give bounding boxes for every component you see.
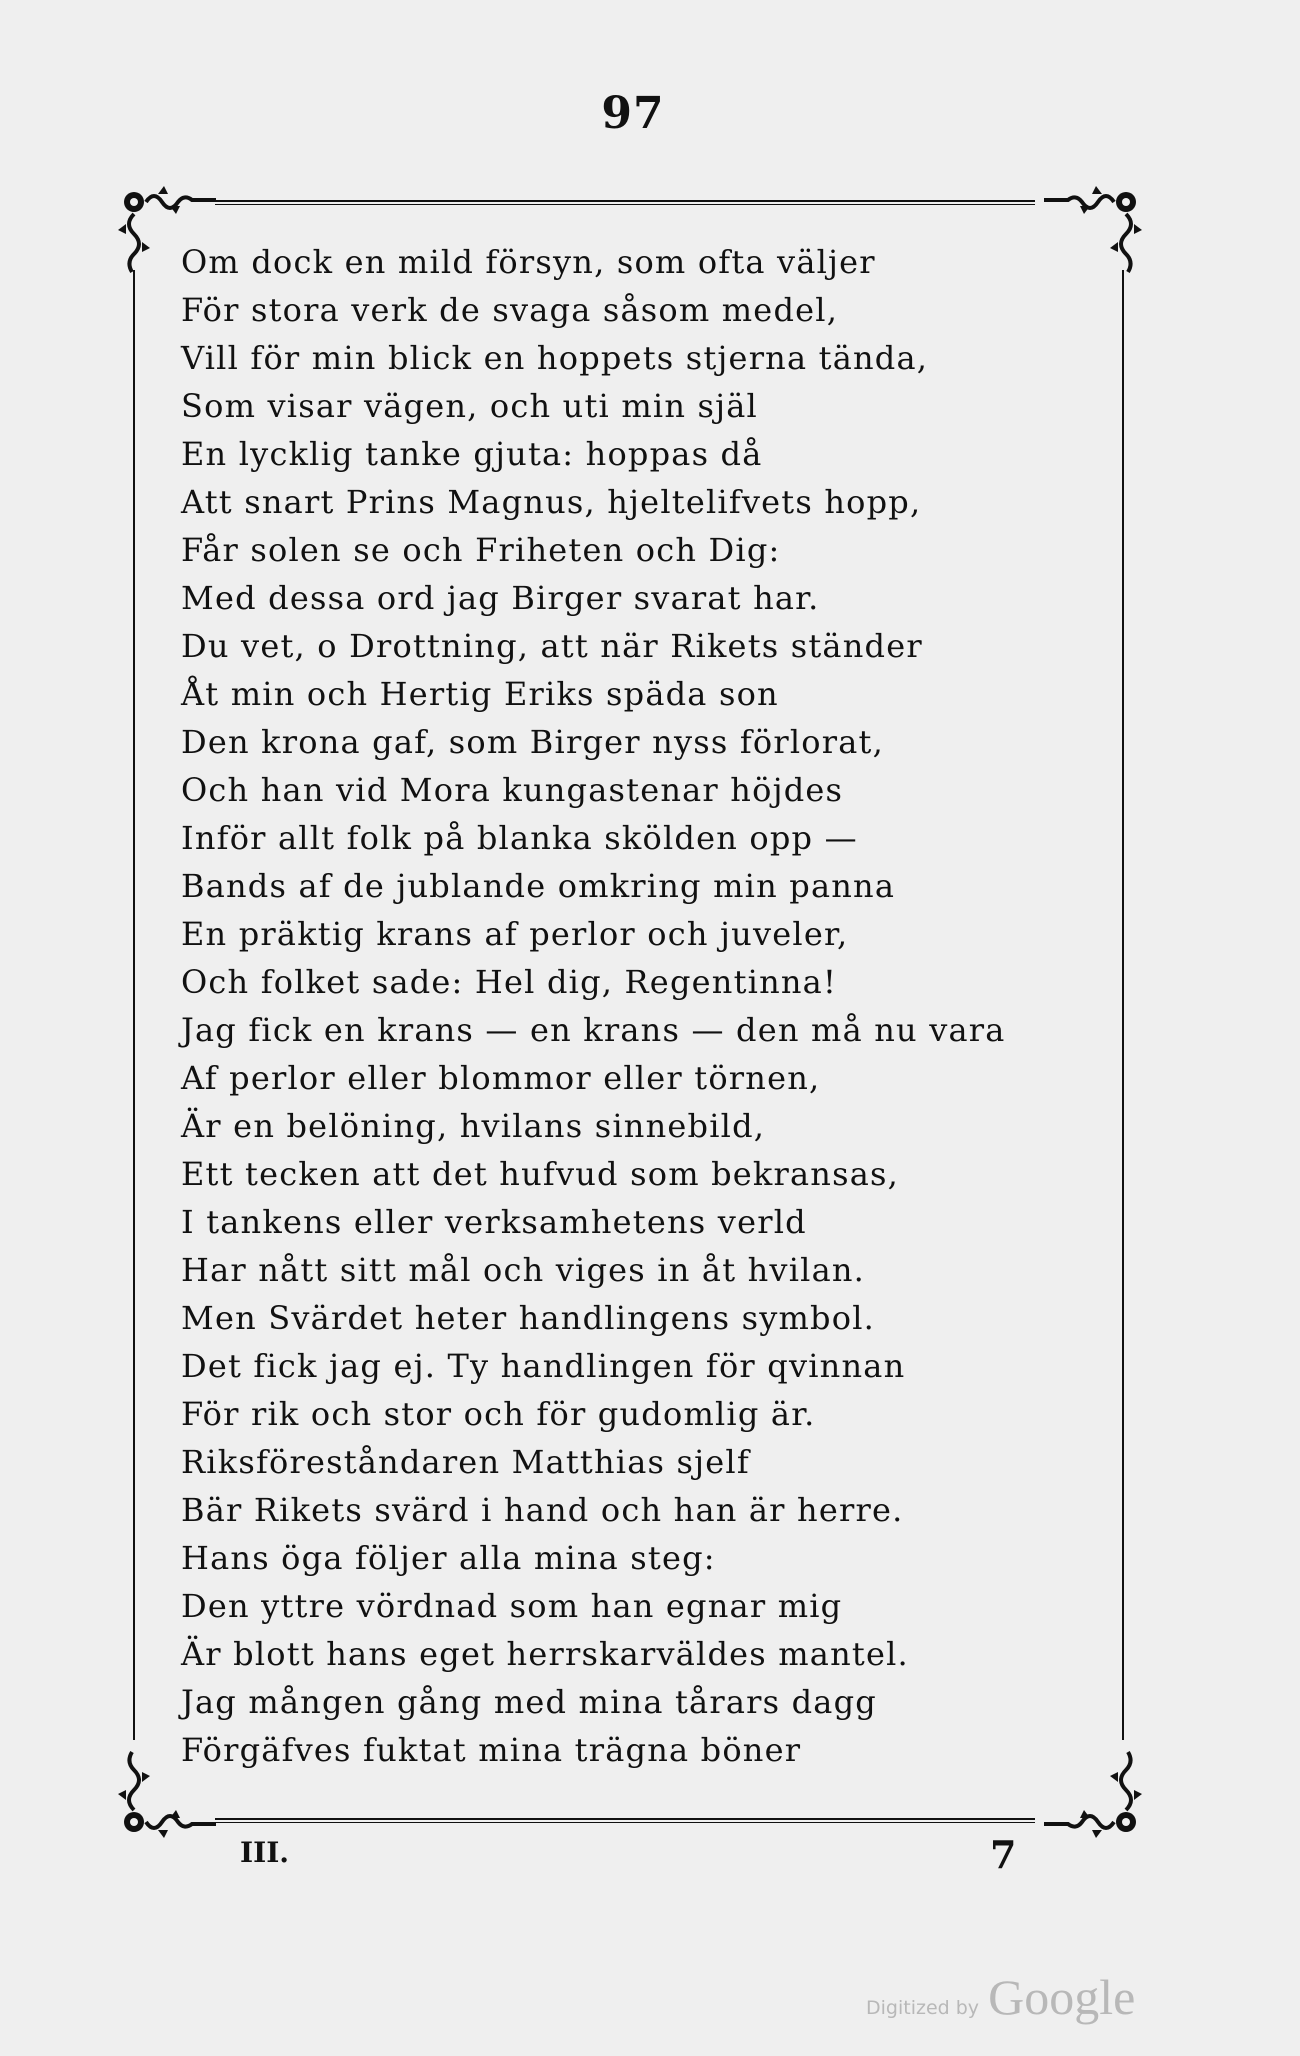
poem-line: Som visar vägen, och uti min själ <box>181 387 758 425</box>
poem-line: Inför allt folk på blanka skölden opp — <box>181 819 858 857</box>
google-logo: Google <box>988 1969 1136 2025</box>
poem-line: För rik och stor och för gudomlig är. <box>181 1395 816 1433</box>
poem-line: Om dock en mild försyn, som ofta väljer <box>181 243 876 281</box>
poem-line: Bands af de jublande omkring min panna <box>181 867 896 905</box>
poem-line: Har nått sitt mål och viges in åt hvilan. <box>181 1251 866 1289</box>
poem-line: Jag mången gång med mina tårars dagg <box>181 1683 877 1721</box>
corner-ornament-bottom-right-icon <box>1032 1738 1142 1848</box>
poem-line: En lycklig tanke gjuta: hoppas då <box>181 435 763 473</box>
frame-top-rule-inner <box>215 204 1035 205</box>
poem-line: En präktig krans af perlor och juveler, <box>181 915 849 953</box>
frame-right-rule <box>1122 270 1124 1740</box>
digitized-prefix: Digitized by <box>866 1997 980 2019</box>
poem-line: Att snart Prins Magnus, hjeltelifvets hopp, <box>181 483 922 521</box>
poem-line: Af perlor eller blommor eller törnen, <box>181 1059 821 1097</box>
corner-ornament-top-right-icon <box>1032 176 1142 286</box>
poem-line: Är en belöning, hvilans sinnebild, <box>181 1107 766 1145</box>
poem-line: Hans öga följer alla mina steg: <box>181 1539 716 1577</box>
poem-line: Det fick jag ej. Ty handlingen för qvinnan <box>181 1347 906 1385</box>
poem-line: Den yttre vördnad som han egnar mig <box>181 1587 843 1625</box>
poem-line: Bär Rikets svärd i hand och han är herre. <box>181 1491 904 1529</box>
poem-line: Med dessa ord jag Birger svarat har. <box>181 579 820 617</box>
frame-bottom-rule <box>215 1818 1035 1820</box>
poem-line: Och folket sade: Hel dig, Regentinna! <box>181 963 838 1001</box>
poem-line: Och han vid Mora kungastenar höjdes <box>181 771 844 809</box>
poem-line: Riksföreståndaren Matthias sjelf <box>181 1443 750 1481</box>
poem-line: Förgäfves fuktat mina trägna böner <box>181 1731 802 1769</box>
poem-line: I tankens eller verksamhetens verld <box>181 1203 807 1241</box>
poem-line: Du vet, o Drottning, att när Rikets ständer <box>181 627 923 665</box>
signature-mark: III. <box>240 1836 290 1869</box>
poem-line: Är blott hans eget herrskarväldes mantel. <box>181 1635 909 1673</box>
poem-line: Får solen se och Friheten och Dig: <box>181 531 781 569</box>
poem-line: Åt min och Hertig Eriks späda son <box>181 675 779 713</box>
poem-line: Ett tecken att det hufvud som bekransas, <box>181 1155 899 1193</box>
poem-text <box>181 238 1006 1774</box>
leaf-number: 7 <box>990 1832 1017 1877</box>
page-number: 97 <box>601 88 665 139</box>
poem-line: Men Svärdet heter handlingens symbol. <box>181 1299 876 1337</box>
poem-line: Jag fick en krans — en krans — den må nu vara <box>181 1011 1006 1049</box>
frame-bottom-rule-inner <box>215 1822 1035 1823</box>
poem-line: Vill för min blick en hoppets stjerna tända, <box>181 339 929 377</box>
frame-left-rule <box>133 270 135 1740</box>
poem-line: För stora verk de svaga såsom medel, <box>181 291 839 329</box>
digitized-watermark <box>866 1968 1135 2026</box>
frame-top-rule <box>215 200 1035 202</box>
poem-line: Den krona gaf, som Birger nyss förlorat, <box>181 723 884 761</box>
